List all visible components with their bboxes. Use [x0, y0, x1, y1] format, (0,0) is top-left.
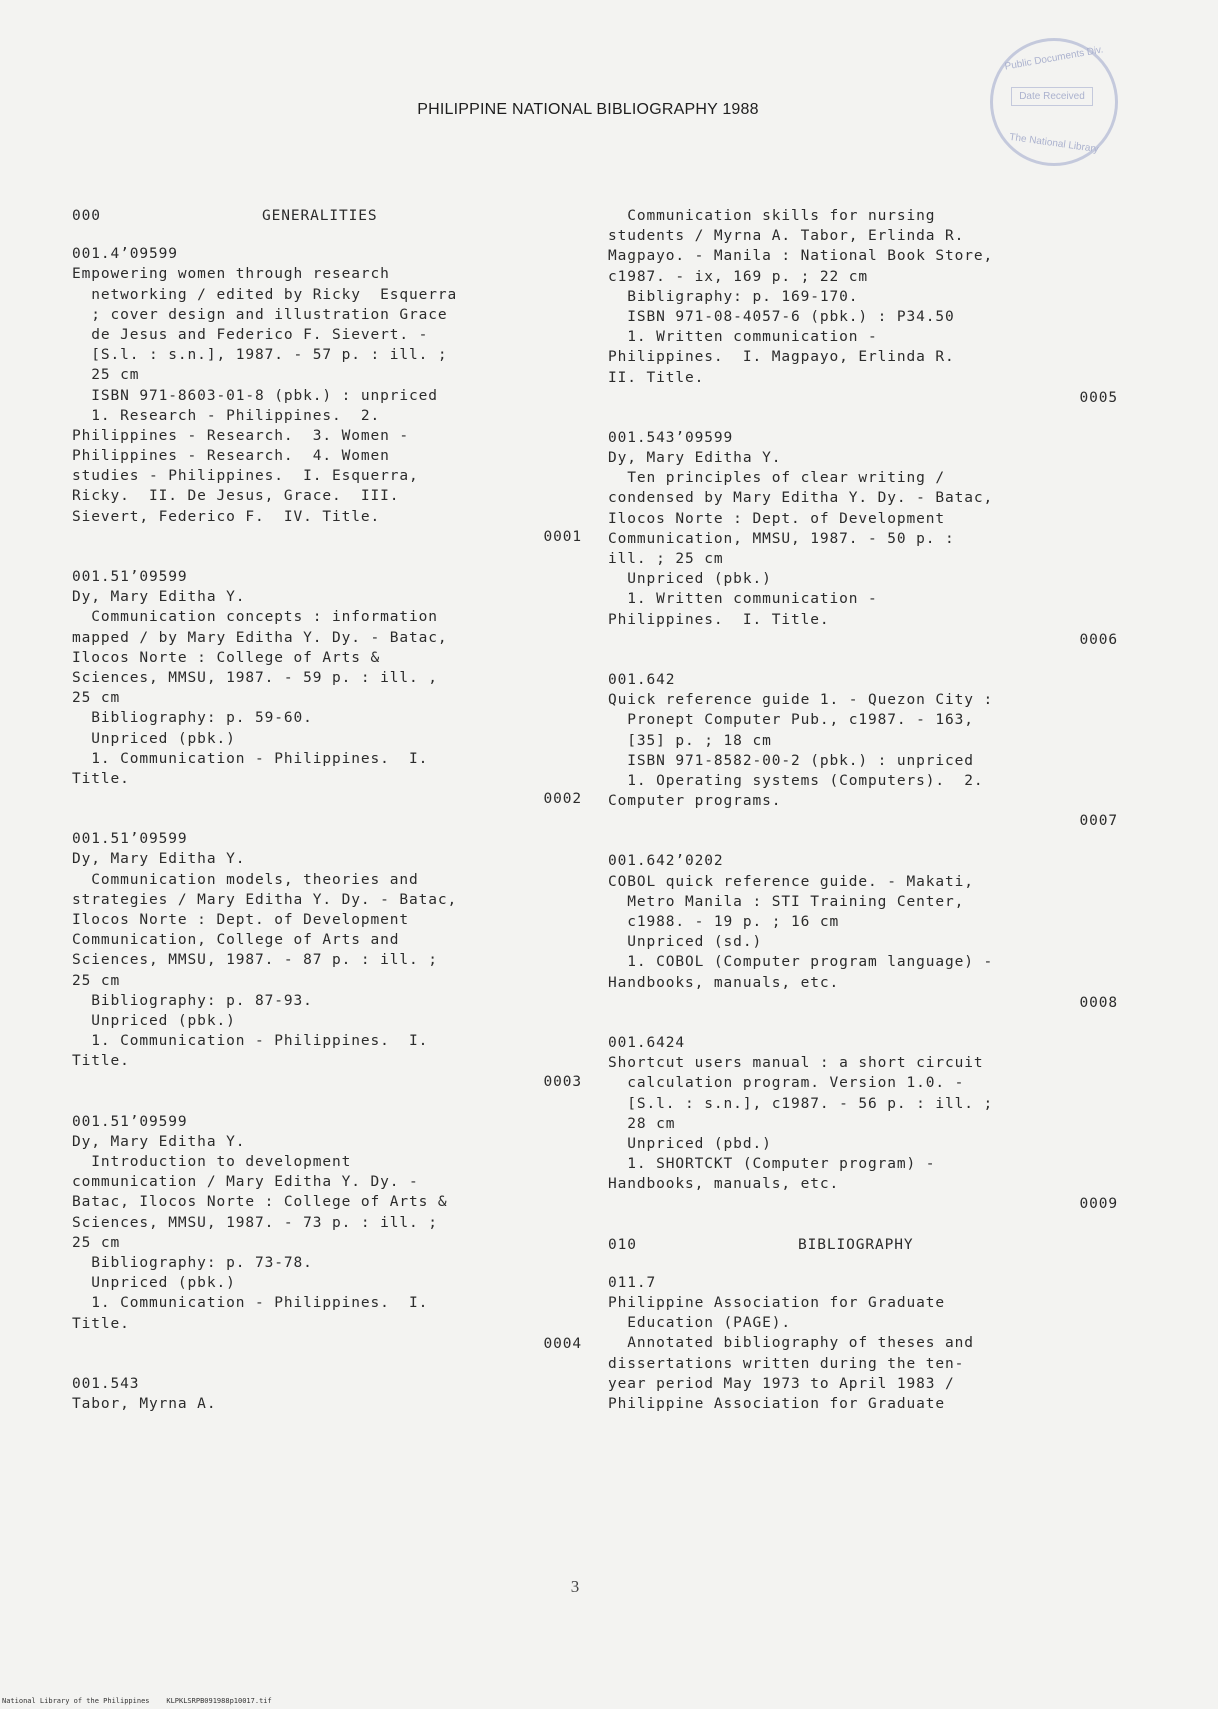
entry-text-line: Title. [72, 1315, 130, 1332]
entry-text-line: Philippines. I. Title. [608, 611, 830, 628]
entry-text-line: Ilocos Norte : Dept. of Development [608, 510, 946, 527]
entry-text-line: Dy, Mary Editha Y. [72, 851, 246, 868]
classification-number: 001.51’09599 [72, 569, 188, 585]
entry-text-line: Philippines - Research. 4. Women [72, 448, 390, 465]
classification-number: 001.4’09599 [72, 246, 178, 263]
entry-text-line: Unpriced (sd.) [608, 934, 763, 951]
section-title: BIBLIOGRAPHY [798, 1236, 914, 1253]
entry-text-line: Communication, College of Arts and [72, 932, 400, 949]
entry-text-line: mapped / by Mary Editha Y. Dy. - Batac, [72, 629, 448, 646]
bibliography-entry [608, 206, 1118, 408]
entry-text-line: [S.l. : s.n.], 1987. - 57 p. : ill. ; [72, 347, 448, 364]
entry-text-line: [S.l. : s.n.], c1987. - 56 p. : ill. ; [608, 1095, 994, 1112]
entry-text-line: studies - Philippines. I. Esquerra, [72, 468, 419, 485]
entry-text-line: Ten principles of clear writing / [608, 470, 946, 487]
entry-text-line: Metro Manila : STI Training Center, [608, 893, 965, 910]
entry-text-line: Handbooks, manuals, etc. [608, 974, 840, 991]
entry-list [608, 1273, 1118, 1414]
entry-text-line: Bibligraphy: p. 169-170. [608, 288, 859, 305]
bibliography-entry [608, 1273, 1118, 1414]
entry-number: 0007 [1079, 813, 1118, 830]
entry-text-line: year period May 1973 to April 1983 / [608, 1375, 955, 1392]
entry-text-line: de Jesus and Federico F. Sievert. - [72, 326, 429, 343]
entry-text-line: ISBN 971-08-4057-6 (pbk.) : P34.50 [608, 308, 955, 325]
classification-number: 001.51’09599 [72, 1113, 188, 1130]
entry-text-line: Unpriced (pbk.) [72, 730, 236, 747]
classification-number: 011.7 [608, 1274, 657, 1291]
entry-number: 0006 [1079, 631, 1118, 648]
classification-number: 001.6424 [608, 1034, 686, 1051]
classification-number: 001.51’09599 [72, 831, 188, 848]
stamp-top-text: Public Documents Div. [1003, 44, 1105, 73]
entry-text-line: Unpriced (pbk.) [72, 1012, 236, 1029]
entry-text-line: ill. ; 25 cm [608, 551, 724, 567]
entry-text-line: Communication, MMSU, 1987. - 50 p. : [608, 530, 955, 547]
entry-text-line: Handbooks, manuals, etc. [608, 1176, 840, 1193]
bibliography-entry [72, 244, 582, 547]
entry-text-line: Bibliography: p. 73-78. [72, 1255, 313, 1271]
entry-text-line: dissertations written during the ten- [608, 1355, 965, 1372]
entry-text-line: 1. Communication - Philippines. I. [72, 1295, 429, 1312]
entry-text-line: Unpriced (pbd.) [608, 1135, 772, 1152]
entry-text-line: Shortcut users manual : a short circuit [608, 1055, 984, 1072]
entry-text-line: Ricky. II. De Jesus, Grace. III. [72, 488, 400, 505]
entry-text-line: condensed by Mary Editha Y. Dy. - Batac, [608, 490, 994, 507]
entry-text-line: 1. Research - Philippines. 2. [72, 407, 381, 424]
entry-text-line: II. Title. [608, 369, 705, 386]
entry-list [608, 206, 1118, 1215]
entry-text-line: c1987. - ix, 169 p. ; 22 cm [608, 268, 869, 285]
entry-text-line: Title. [72, 1053, 130, 1070]
entry-text-line: 1. Written communication - [608, 329, 878, 346]
bibliography-entry [72, 567, 582, 809]
entry-text-line: Dy, Mary Editha Y. [72, 1133, 246, 1150]
entry-text-line: Dy, Mary Editha Y. [72, 589, 246, 606]
entry-text-line: Title. [72, 770, 130, 787]
entry-text-line: Communication concepts : information [72, 609, 438, 626]
entry-text-line: Annotated bibliography of theses and [608, 1335, 974, 1352]
entry-text-line: Philippines - Research. 3. Women - [72, 427, 410, 444]
entry-text-line: 1. Written communication - [608, 591, 878, 608]
entry-text-line: students / Myrna A. Tabor, Erlinda R. [608, 228, 965, 245]
entry-text-line: 1. Communication - Philippines. I. [72, 1033, 429, 1050]
entry-text-line: ; cover design and illustration Grace [72, 306, 448, 323]
entry-text-line: Sciences, MMSU, 1987. - 87 p. : ill. ; [72, 952, 438, 969]
section-heading [72, 206, 582, 226]
entry-text-line: Unpriced (pbk.) [608, 571, 772, 588]
section-title: GENERALITIES [262, 208, 378, 224]
entry-text-line: Tabor, Myrna A. [72, 1396, 217, 1413]
classification-number: 001.642’0202 [608, 853, 724, 870]
classification-number: 001.543 [72, 1375, 140, 1392]
entry-text-line: Batac, Ilocos Norte : College of Arts & [72, 1194, 448, 1211]
bibliography-entry [72, 829, 582, 1091]
entry-text-line: 25 cm [72, 367, 140, 384]
entry-text-line: Empowering women through research [72, 266, 390, 283]
entry-text-line: c1988. - 19 p. ; 16 cm [608, 914, 840, 930]
entry-text-line: 1. COBOL (Computer program language) - [608, 954, 994, 971]
entry-text-line: networking / edited by Ricky Esquerra [72, 286, 458, 303]
entry-text-line: Philippines. I. Magpayo, Erlinda R. [608, 349, 955, 366]
bibliography-entry [608, 428, 1118, 650]
entry-text-line: Philippine Association for Graduate [608, 1295, 946, 1311]
entry-text-line: Bibliography: p. 59-60. [72, 710, 313, 727]
entry-list [72, 244, 582, 1414]
section-code: 010 [608, 1236, 637, 1253]
entry-text-line: Pronept Computer Pub., c1987. - 163, [608, 712, 974, 729]
entry-text-line: 25 cm [72, 972, 121, 989]
page-number: 3 [570, 1577, 580, 1596]
received-stamp [990, 38, 1118, 166]
entry-text-line: Sciences, MMSU, 1987. - 73 p. : ill. ; [72, 1214, 438, 1231]
entry-text-line: Unpriced (pbk.) [72, 1275, 236, 1292]
entry-text-line: 1. Operating systems (Computers). 2. [608, 772, 984, 789]
entry-text-line: ISBN 971-8603-01-8 (pbk.) : unpriced [72, 387, 438, 404]
entry-text-line: calculation program. Version 1.0. - [608, 1075, 965, 1092]
classification-number: 001.642 [608, 671, 676, 688]
entry-text-line: ISBN 971-8582-00-2 (pbk.) : unpriced [608, 752, 974, 769]
entry-text-line: 1. Communication - Philippines. I. [72, 750, 429, 767]
entry-text-line: Dy, Mary Editha Y. [608, 450, 782, 467]
entry-text-line: Bibliography: p. 87-93. [72, 992, 313, 1009]
entry-text-line: Sciences, MMSU, 1987. - 59 p. : ill. , [72, 669, 438, 686]
bibliography-entry [608, 670, 1118, 832]
entry-text-line: Sievert, Federico F. IV. Title. [72, 508, 381, 525]
entry-text-line: Computer programs. [608, 793, 782, 810]
entry-text-line: Introduction to development [72, 1154, 352, 1171]
entry-number: 0001 [543, 528, 582, 545]
entry-text-line: strategies / Mary Editha Y. Dy. - Batac, [72, 891, 458, 908]
entry-text-line: [35] p. ; 18 cm [608, 732, 772, 749]
entry-text-line: 25 cm [72, 690, 121, 707]
entry-text-line: Education (PAGE). [608, 1315, 791, 1332]
left-column [72, 206, 582, 1434]
scan-footer: National Library of the Philippines KLPKLSRPB091988p10017.tif [2, 1697, 272, 1705]
section-code: 000 [72, 208, 101, 224]
entry-number: 0002 [543, 791, 582, 808]
entry-text-line: Quick reference guide 1. - Quezon City : [608, 692, 994, 709]
entry-text-line: Magpayo. - Manila : National Book Store, [608, 248, 994, 265]
entry-number: 0003 [543, 1073, 582, 1090]
stamp-bottom-text: The National Library [1008, 131, 1100, 156]
entry-text-line: Philippine Association for Graduate [608, 1395, 946, 1412]
stamp-box-text: Date Received [1011, 87, 1093, 106]
entry-text-line: 28 cm [608, 1115, 676, 1132]
entry-text-line: 1. SHORTCKT (Computer program) - [608, 1156, 936, 1173]
bibliography-entry [608, 851, 1118, 1013]
section-heading [608, 1235, 1118, 1255]
entry-number: 0009 [1079, 1196, 1118, 1213]
bibliography-entry [608, 1033, 1118, 1215]
entry-number: 0005 [1079, 389, 1118, 406]
entry-text-line: COBOL quick reference guide. - Makati, [608, 873, 974, 890]
bibliography-entry [72, 1374, 582, 1414]
classification-number: 001.543’09599 [608, 429, 734, 446]
page-title: PHILIPPINE NATIONAL BIBLIOGRAPHY 1988 [417, 101, 759, 118]
entry-text-line: 25 cm [72, 1234, 121, 1251]
bibliography-entry [72, 1112, 582, 1354]
right-column [608, 206, 1118, 1434]
entry-text-line: Ilocos Norte : College of Arts & [72, 649, 381, 666]
entry-text-line: communication / Mary Editha Y. Dy. - [72, 1174, 419, 1191]
entry-text-line: Communication skills for nursing [608, 208, 936, 224]
entry-number: 0004 [543, 1335, 582, 1352]
entry-text-line: Communication models, theories and [72, 871, 419, 888]
entry-text-line: Ilocos Norte : Dept. of Development [72, 912, 410, 928]
entry-number: 0008 [1079, 994, 1118, 1011]
